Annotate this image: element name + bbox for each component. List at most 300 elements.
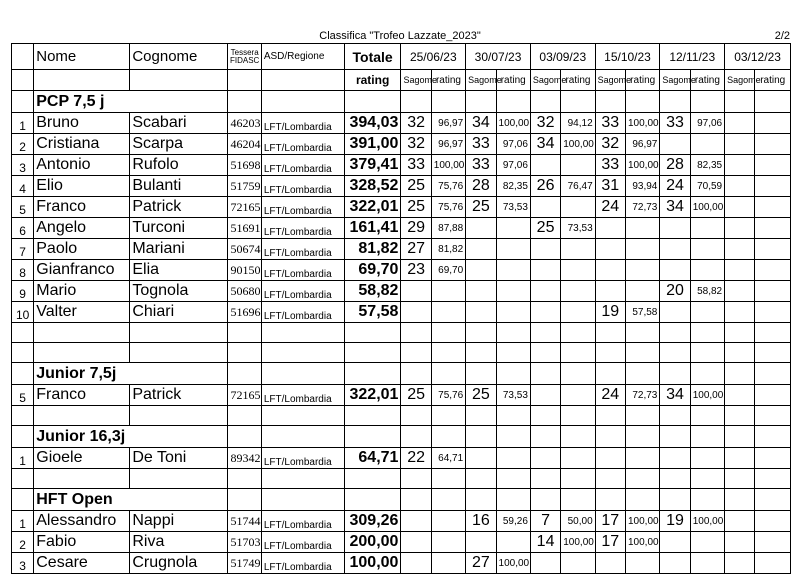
sagome-cell: 32 <box>530 113 560 134</box>
totale-cell: 322,01 <box>344 197 401 218</box>
rating-cell <box>625 553 659 574</box>
nome-cell: Franco <box>34 385 130 406</box>
empty-cell <box>431 489 465 511</box>
rating-cell: 59,26 <box>496 511 530 532</box>
empty-cell <box>725 343 755 363</box>
subheader-rating-sub: rating <box>496 70 530 91</box>
empty-cell <box>401 426 431 448</box>
nome-cell: Alessandro <box>34 511 130 532</box>
tessera-cell: 51698 <box>228 155 261 176</box>
cognome-cell: Scarpa <box>130 134 228 155</box>
empty-cell <box>344 469 401 489</box>
rating-cell <box>496 260 530 281</box>
page-number: 2/2 <box>774 30 790 42</box>
rating-cell: 76,47 <box>561 176 595 197</box>
table-row <box>12 239 791 260</box>
empty-cell <box>660 406 690 426</box>
sagome-cell <box>530 553 560 574</box>
rank-cell: 3 <box>12 155 34 176</box>
asd-cell: LFT/Lombardia <box>261 511 344 532</box>
empty-cell <box>344 426 401 448</box>
rank-cell: 1 <box>12 448 34 469</box>
subheader-sagome: Sagome <box>401 70 431 91</box>
rank-cell: 1 <box>12 511 34 532</box>
rating-cell <box>561 260 595 281</box>
sagome-cell: 24 <box>595 385 625 406</box>
rank-cell: 10 <box>12 302 34 323</box>
sagome-cell: 28 <box>660 155 690 176</box>
sagome-cell: 25 <box>401 385 431 406</box>
subheader-sagome: Sagome <box>725 70 755 91</box>
rating-cell: 87,88 <box>431 218 465 239</box>
rank-cell: 5 <box>12 385 34 406</box>
sagome-cell <box>725 155 755 176</box>
empty-cell <box>431 91 465 113</box>
empty-cell <box>228 406 261 426</box>
empty-cell <box>12 323 34 343</box>
subheader-rating-sub: rating <box>431 70 465 91</box>
sagome-cell: 27 <box>401 239 431 260</box>
cognome-cell: Chiari <box>130 302 228 323</box>
nome-cell: Valter <box>34 302 130 323</box>
cognome-cell: Elia <box>130 260 228 281</box>
empty-cell <box>431 469 465 489</box>
empty-cell <box>496 343 530 363</box>
rating-cell <box>625 239 659 260</box>
sagome-cell <box>401 532 431 553</box>
subheader-empty <box>12 70 34 91</box>
section-header-row <box>12 91 791 113</box>
sagome-cell: 16 <box>466 511 496 532</box>
empty-cell <box>401 363 431 385</box>
sagome-cell: 32 <box>401 134 431 155</box>
sagome-cell: 33 <box>660 113 690 134</box>
tessera-cell: 51749 <box>228 553 261 574</box>
rating-cell <box>755 281 791 302</box>
rating-cell <box>755 532 791 553</box>
sagome-cell <box>660 239 690 260</box>
asd-cell: LFT/Lombardia <box>261 448 344 469</box>
nome-cell: Mario <box>34 281 130 302</box>
rating-cell: 82,35 <box>690 155 724 176</box>
asd-cell: LFT/Lombardia <box>261 302 344 323</box>
totale-cell: 322,01 <box>344 385 401 406</box>
rating-cell: 100,00 <box>496 553 530 574</box>
tessera-cell: 46204 <box>228 134 261 155</box>
rating-cell: 100,00 <box>561 532 595 553</box>
rating-cell <box>690 302 724 323</box>
sagome-cell: 33 <box>466 134 496 155</box>
rank-cell: 4 <box>12 176 34 197</box>
empty-cell <box>625 343 659 363</box>
rating-cell <box>561 155 595 176</box>
sagome-cell: 19 <box>660 511 690 532</box>
empty-cell <box>34 343 130 363</box>
empty-cell <box>496 426 530 448</box>
empty-cell <box>561 426 595 448</box>
asd-cell: LFT/Lombardia <box>261 155 344 176</box>
sagome-cell <box>725 281 755 302</box>
rating-cell <box>755 302 791 323</box>
rating-cell: 58,82 <box>690 281 724 302</box>
table-row <box>12 511 791 532</box>
empty-cell <box>228 469 261 489</box>
empty-cell <box>228 489 261 511</box>
section-title: HFT Open <box>34 489 228 511</box>
sagome-cell: 34 <box>660 197 690 218</box>
rating-cell <box>625 260 659 281</box>
empty-cell <box>660 343 690 363</box>
empty-cell <box>466 489 496 511</box>
rating-cell: 100,00 <box>625 532 659 553</box>
header-fidasc-label: FIDASC <box>229 55 260 65</box>
table-row <box>12 113 791 134</box>
asd-cell: LFT/Lombardia <box>261 260 344 281</box>
subheader-empty <box>130 70 228 91</box>
cognome-cell: Patrick <box>130 197 228 218</box>
subheader-rating-sub: rating <box>690 70 724 91</box>
rating-cell: 69,70 <box>431 260 465 281</box>
sagome-cell <box>530 302 560 323</box>
empty-cell <box>496 469 530 489</box>
rank-cell: 5 <box>12 197 34 218</box>
sagome-cell: 25 <box>530 218 560 239</box>
section-header-row <box>12 363 791 385</box>
sagome-cell <box>466 218 496 239</box>
empty-cell <box>530 426 560 448</box>
empty-cell <box>725 406 755 426</box>
empty-cell <box>755 343 791 363</box>
rating-cell <box>755 511 791 532</box>
sagome-cell <box>466 448 496 469</box>
rating-cell <box>496 302 530 323</box>
empty-cell <box>690 469 724 489</box>
empty-cell <box>690 426 724 448</box>
cognome-cell: Nappi <box>130 511 228 532</box>
sagome-cell: 34 <box>530 134 560 155</box>
sagome-cell <box>725 385 755 406</box>
header-date-2: 30/07/23 <box>466 44 531 70</box>
rating-cell: 100,00 <box>625 511 659 532</box>
rating-cell <box>755 176 791 197</box>
subheader-sagome: Sagome <box>530 70 560 91</box>
sagome-cell <box>595 239 625 260</box>
sagome-cell <box>466 239 496 260</box>
empty-cell <box>755 363 791 385</box>
empty-cell <box>496 91 530 113</box>
table-row <box>12 218 791 239</box>
sagome-cell <box>725 511 755 532</box>
empty-cell <box>530 323 560 343</box>
sagome-cell: 31 <box>595 176 625 197</box>
empty-cell <box>466 363 496 385</box>
table-row <box>12 281 791 302</box>
empty-cell <box>466 406 496 426</box>
rating-cell <box>690 134 724 155</box>
sagome-cell <box>530 385 560 406</box>
header-date-6: 03/12/23 <box>725 44 791 70</box>
rating-cell: 100,00 <box>690 385 724 406</box>
cognome-cell: Turconi <box>130 218 228 239</box>
sagome-cell <box>660 448 690 469</box>
sagome-cell: 25 <box>466 385 496 406</box>
empty-cell <box>12 426 34 448</box>
rating-cell: 73,53 <box>561 218 595 239</box>
spacer-row <box>12 343 791 363</box>
totale-cell: 391,00 <box>344 134 401 155</box>
nome-cell: Angelo <box>34 218 130 239</box>
rating-cell <box>755 385 791 406</box>
subheader-row <box>12 70 791 91</box>
empty-cell <box>228 323 261 343</box>
rating-cell <box>431 302 465 323</box>
rating-cell: 100,00 <box>690 511 724 532</box>
empty-cell <box>401 489 431 511</box>
spacer-row <box>12 469 791 489</box>
tessera-cell: 89342 <box>228 448 261 469</box>
empty-cell <box>12 469 34 489</box>
tessera-cell: 50680 <box>228 281 261 302</box>
empty-cell <box>595 323 625 343</box>
header-nome: Nome <box>34 44 130 70</box>
empty-cell <box>401 323 431 343</box>
subheader-rating-sub: rating <box>625 70 659 91</box>
empty-cell <box>755 489 791 511</box>
empty-cell <box>625 489 659 511</box>
empty-cell <box>261 343 344 363</box>
empty-cell <box>530 363 560 385</box>
totale-cell: 328,52 <box>344 176 401 197</box>
rating-cell <box>561 553 595 574</box>
sagome-cell <box>595 281 625 302</box>
empty-cell <box>595 426 625 448</box>
subheader-sagome: Sagome <box>466 70 496 91</box>
rating-cell <box>755 260 791 281</box>
rating-cell: 75,76 <box>431 176 465 197</box>
rating-cell: 72,73 <box>625 385 659 406</box>
sagome-cell <box>725 134 755 155</box>
rank-cell: 1 <box>12 113 34 134</box>
empty-cell <box>344 343 401 363</box>
empty-cell <box>561 469 595 489</box>
empty-cell <box>431 426 465 448</box>
empty-cell <box>660 489 690 511</box>
sagome-cell <box>725 448 755 469</box>
rating-cell: 75,76 <box>431 197 465 218</box>
empty-cell <box>431 363 465 385</box>
empty-cell <box>261 91 344 113</box>
empty-cell <box>228 91 261 113</box>
empty-cell <box>496 323 530 343</box>
sagome-cell <box>530 260 560 281</box>
sagome-cell <box>530 281 560 302</box>
rating-cell <box>755 448 791 469</box>
rating-cell: 97,06 <box>496 134 530 155</box>
rating-cell <box>625 281 659 302</box>
rating-cell <box>755 197 791 218</box>
sagome-cell <box>595 553 625 574</box>
empty-cell <box>261 323 344 343</box>
empty-cell <box>466 91 496 113</box>
subheader-rating-sub: rating <box>755 70 791 91</box>
empty-cell <box>130 406 228 426</box>
empty-cell <box>34 323 130 343</box>
nome-cell: Gianfranco <box>34 260 130 281</box>
empty-cell <box>725 469 755 489</box>
rating-cell <box>755 553 791 574</box>
subheader-empty <box>34 70 130 91</box>
asd-cell: LFT/Lombardia <box>261 385 344 406</box>
sagome-cell <box>466 260 496 281</box>
empty-cell <box>561 406 595 426</box>
sagome-cell: 19 <box>595 302 625 323</box>
asd-cell: LFT/Lombardia <box>261 176 344 197</box>
sagome-cell: 33 <box>401 155 431 176</box>
rating-cell <box>431 532 465 553</box>
rank-cell: 9 <box>12 281 34 302</box>
empty-cell <box>561 343 595 363</box>
empty-cell <box>431 343 465 363</box>
empty-cell <box>261 363 344 385</box>
empty-cell <box>625 406 659 426</box>
totale-cell: 161,41 <box>344 218 401 239</box>
rank-cell: 6 <box>12 218 34 239</box>
rating-cell: 82,35 <box>496 176 530 197</box>
rating-cell <box>755 155 791 176</box>
empty-cell <box>344 406 401 426</box>
table-row <box>12 176 791 197</box>
empty-cell <box>690 406 724 426</box>
empty-cell <box>625 469 659 489</box>
rating-cell <box>561 302 595 323</box>
rating-cell: 100,00 <box>561 134 595 155</box>
rating-cell: 93,94 <box>625 176 659 197</box>
tessera-cell: 72165 <box>228 197 261 218</box>
rank-cell: 2 <box>12 134 34 155</box>
rating-cell: 96,97 <box>431 134 465 155</box>
empty-cell <box>466 469 496 489</box>
empty-cell <box>690 489 724 511</box>
cognome-cell: Rufolo <box>130 155 228 176</box>
sagome-cell: 24 <box>660 176 690 197</box>
nome-cell: Paolo <box>34 239 130 260</box>
sagome-cell: 34 <box>466 113 496 134</box>
rating-cell <box>496 532 530 553</box>
empty-cell <box>12 406 34 426</box>
empty-cell <box>755 91 791 113</box>
nome-cell: Elio <box>34 176 130 197</box>
rating-cell <box>690 448 724 469</box>
rating-cell <box>496 239 530 260</box>
empty-cell <box>660 469 690 489</box>
empty-cell <box>595 363 625 385</box>
sagome-cell <box>401 553 431 574</box>
sagome-cell <box>595 218 625 239</box>
totale-cell: 69,70 <box>344 260 401 281</box>
rating-cell <box>431 511 465 532</box>
empty-cell <box>466 426 496 448</box>
empty-cell <box>690 323 724 343</box>
totale-cell: 309,26 <box>344 511 401 532</box>
subheader-sagome: Sagome <box>660 70 690 91</box>
empty-cell <box>530 343 560 363</box>
empty-cell <box>496 489 530 511</box>
totale-cell: 379,41 <box>344 155 401 176</box>
cognome-cell: De Toni <box>130 448 228 469</box>
rating-cell <box>561 197 595 218</box>
empty-cell <box>755 406 791 426</box>
sagome-cell <box>530 197 560 218</box>
sagome-cell <box>595 448 625 469</box>
header-totale: Totale <box>344 44 401 70</box>
empty-cell <box>725 91 755 113</box>
empty-cell <box>625 323 659 343</box>
empty-cell <box>725 426 755 448</box>
empty-cell <box>725 363 755 385</box>
sagome-cell: 33 <box>466 155 496 176</box>
rating-cell <box>496 218 530 239</box>
empty-cell <box>34 406 130 426</box>
tessera-cell: 51691 <box>228 218 261 239</box>
sagome-cell: 20 <box>660 281 690 302</box>
asd-cell: LFT/Lombardia <box>261 553 344 574</box>
rating-cell <box>690 239 724 260</box>
empty-cell <box>344 363 401 385</box>
empty-cell <box>690 363 724 385</box>
tessera-cell: 46203 <box>228 113 261 134</box>
sagome-cell <box>530 239 560 260</box>
nome-cell: Cristiana <box>34 134 130 155</box>
document-title: Classifica "Trofeo Lazzate_2023" <box>319 30 481 42</box>
empty-cell <box>12 91 34 113</box>
rating-cell <box>625 448 659 469</box>
tessera-cell: 90150 <box>228 260 261 281</box>
rating-cell: 75,76 <box>431 385 465 406</box>
sagome-cell <box>595 260 625 281</box>
header-cognome: Cognome <box>130 44 228 70</box>
empty-cell <box>228 343 261 363</box>
section-header-row <box>12 426 791 448</box>
empty-cell <box>595 469 625 489</box>
empty-cell <box>228 426 261 448</box>
sagome-cell: 32 <box>595 134 625 155</box>
sagome-cell: 17 <box>595 532 625 553</box>
rating-cell <box>755 239 791 260</box>
rating-cell <box>561 281 595 302</box>
rating-cell: 100,00 <box>496 113 530 134</box>
asd-cell: LFT/Lombardia <box>261 218 344 239</box>
empty-cell <box>530 406 560 426</box>
rating-cell: 50,00 <box>561 511 595 532</box>
empty-cell <box>690 343 724 363</box>
empty-cell <box>431 323 465 343</box>
empty-cell <box>344 489 401 511</box>
rating-cell <box>561 385 595 406</box>
totale-cell: 58,82 <box>344 281 401 302</box>
empty-cell <box>530 91 560 113</box>
rating-cell: 100,00 <box>690 197 724 218</box>
rating-cell: 97,06 <box>496 155 530 176</box>
subheader-empty <box>261 70 344 91</box>
header-date-1: 25/06/23 <box>401 44 466 70</box>
sagome-cell <box>725 260 755 281</box>
header-tessera-label: Tessera <box>230 47 259 57</box>
spacer-row <box>12 323 791 343</box>
cognome-cell: Scabari <box>130 113 228 134</box>
nome-cell: Fabio <box>34 532 130 553</box>
tessera-cell: 72165 <box>228 385 261 406</box>
empty-cell <box>660 91 690 113</box>
